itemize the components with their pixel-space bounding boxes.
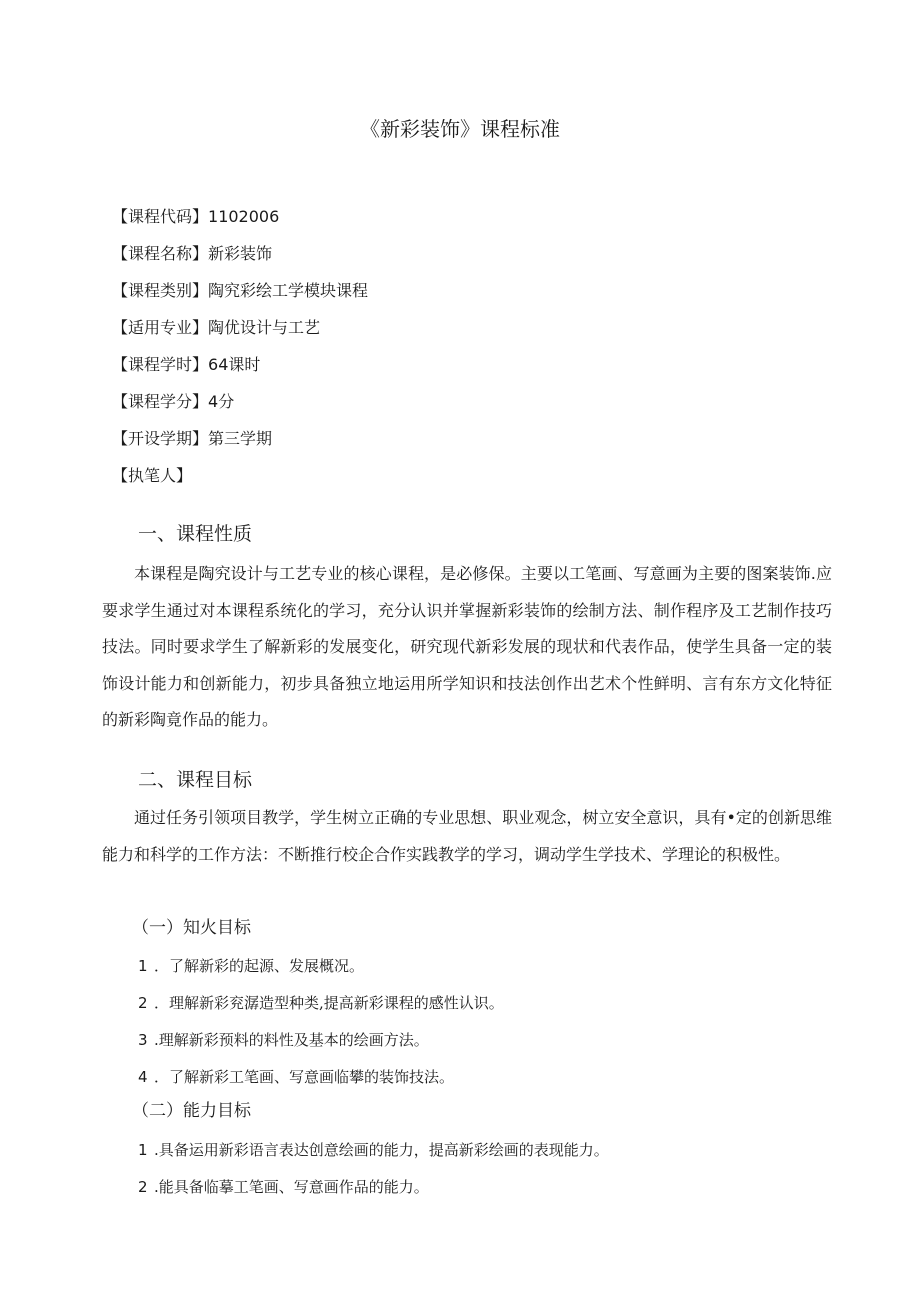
info-value: 陶优设计与工艺 (208, 318, 321, 337)
list-item (138, 956, 364, 976)
info-course-name (112, 244, 272, 264)
list-item-text: .理解新彩预料的料性及基本的绘画方法。 (154, 1031, 429, 1049)
list-item-text: .具备运用新彩语言表达创意绘画的能力，提高新彩绘画的表现能力。 (154, 1141, 609, 1159)
list-item (138, 993, 504, 1013)
list-item-number: 1 (138, 957, 148, 975)
list-item (138, 1177, 429, 1197)
list-item (138, 1067, 454, 1087)
section-heading-nature: 一、课程性质 (138, 523, 253, 545)
section-paragraph-objectives: 通过任务引领项目教学，学生树立正确的专业思想、职业观念，树立安全意识，具有•定的创新思维能力和科学的工作方法：不断推行校企合作实践教学的学习，调动学生学技术、学理论的积极性。 (102, 808, 832, 864)
info-value: 陶究彩绘工学模块课程 (208, 281, 369, 300)
info-label: 【开设学期】 (112, 429, 209, 448)
list-item-text: .能具备临摹工笔画、写意画作品的能力。 (154, 1178, 429, 1196)
info-credits (112, 392, 234, 412)
subheading-knowledge-goals: （一）知火目标 (132, 918, 251, 938)
list-item-number: 2 (138, 994, 148, 1012)
list-item-text: ．了解新彩的起源、发展概况。 (154, 957, 365, 975)
info-course-code (112, 207, 279, 227)
list-item-number: 4 (138, 1068, 148, 1086)
info-label: 【适用专业】 (112, 318, 209, 337)
info-course-category (112, 281, 368, 301)
info-label: 【课程代码】 (112, 207, 209, 226)
info-semester (112, 429, 272, 449)
info-author (112, 466, 192, 486)
section-heading-objectives: 二、课程目标 (138, 769, 253, 791)
info-label: 【课程学时】 (112, 355, 209, 374)
info-value: 64课时 (208, 355, 261, 374)
list-item (138, 1030, 429, 1050)
list-item-text: ．了解新彩工笔画、写意画临攀的装饰技法。 (154, 1068, 455, 1086)
info-label: 【课程学分】 (112, 392, 209, 411)
info-label: 【课程类别】 (112, 281, 209, 300)
section-paragraph-nature: 本课程是陶究设计与工艺专业的核心课程，是必修保。主要以工笔画、写意画为主要的图案装饰.应要求学生通过对本课程系统化的学习，充分认识并掌握新彩装饰的绘制方法、制作程序及工艺制作技巧技法。同时要求学生了解新彩的发展变化，研究现代新彩发展的现状和代表作品，使学生具备一定的装饰设计能力和创新能力，初步具备独立地运用所学知识和技法创作出艺术个性鲜明、言有东方文化特征的新彩陶竟作品的能力。 (102, 564, 832, 730)
list-item-text: ．理解新彩兖潺造型种类,提高新彩课程的感性认识。 (154, 994, 504, 1012)
info-label: 【课程名称】 (112, 244, 209, 263)
list-item-number: 3 (138, 1031, 148, 1049)
info-value: 第三学期 (208, 429, 273, 448)
info-hours (112, 355, 260, 375)
info-value: 1102006 (208, 207, 280, 226)
list-item-number: 1 (138, 1141, 148, 1159)
info-major (112, 318, 320, 338)
list-item (138, 1140, 609, 1160)
subheading-ability-goals: （二）能力目标 (132, 1101, 251, 1121)
info-value: 4分 (208, 392, 235, 411)
document-title: 《新彩装饰》课程标准 (360, 117, 560, 141)
info-value: 新彩装饰 (208, 244, 273, 263)
list-item-number: 2 (138, 1178, 148, 1196)
info-label: 【执笔人】 (112, 466, 193, 485)
